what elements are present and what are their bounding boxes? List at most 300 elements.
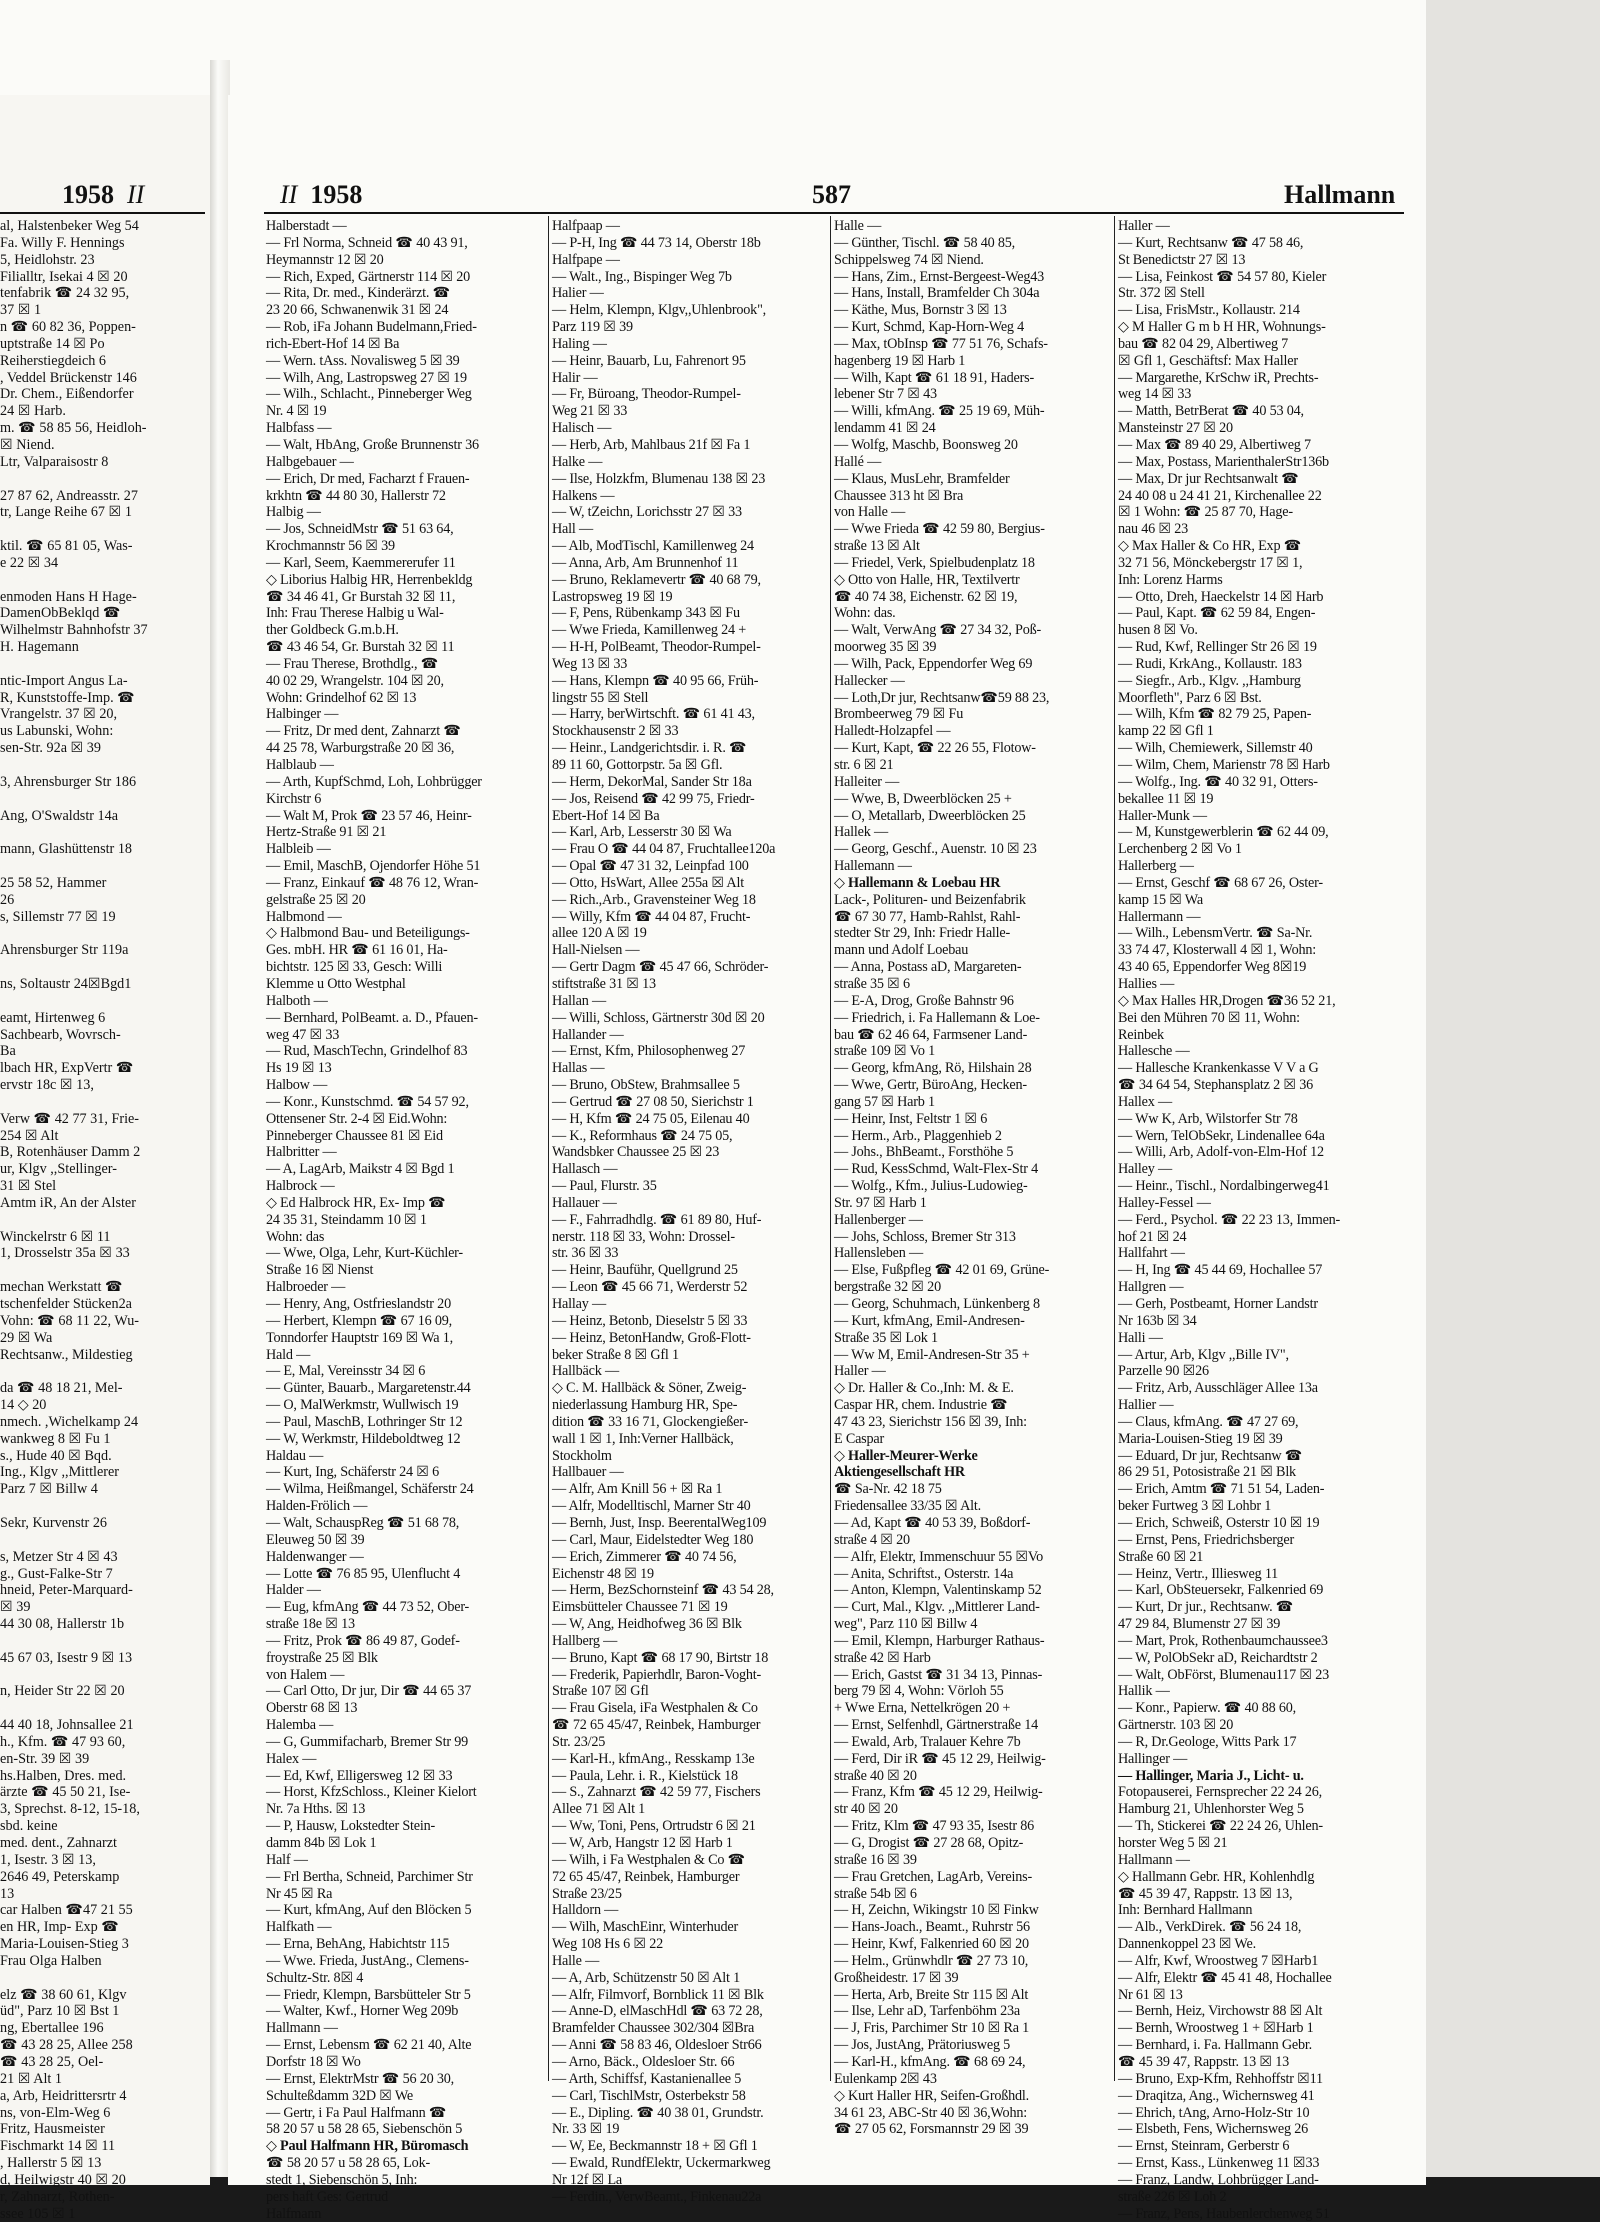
directory-line: — Franz, Pens, Haubenlerchenweg 51	[1118, 2205, 1330, 2222]
directory-line: Dorfstr 18 ☒ Wo	[266, 2053, 361, 2070]
directory-line: ◇ Kurt Haller HR, Seifen-Großhdl.	[834, 2087, 1030, 2104]
directory-line: 40 02 29, Wrangelstr. 104 ☒ 20,	[266, 672, 444, 689]
directory-line: — Kurt, Ing, Schäferstr 24 ☒ 6	[266, 1464, 439, 1481]
directory-line: — P-H, Ing ☎ 44 73 14, Oberstr 18b	[552, 234, 761, 251]
directory-line: — Max, Postass, MarienthalerStr136b	[1118, 453, 1329, 470]
directory-line: gang 57 ☒ Harb 1	[834, 1093, 935, 1110]
directory-column-3	[834, 218, 1112, 2138]
directory-line: Kirchstr 6	[266, 790, 322, 807]
directory-line: — Heinr., Tischl., Nordalbingerweg41	[1118, 1178, 1330, 1195]
directory-line: e 22 ☒ 34	[0, 554, 59, 571]
directory-line: Winckelrstr 6 ☒ 11	[0, 1228, 111, 1245]
directory-line: Caspar HR, chem. Industrie ☎	[834, 1397, 1008, 1414]
directory-line: ◇ Hallmann Gebr. HR, Kohlenhdlg	[1118, 1868, 1315, 1885]
directory-line: Str. 23/25	[552, 1733, 606, 1750]
directory-line: — Kurt, Rechtsanw ☎ 47 58 46,	[1118, 234, 1304, 251]
directory-line: — Klaus, MusLehr, Bramfelder	[834, 470, 1010, 487]
directory-line: ntic-Import Angus La-	[0, 672, 128, 689]
directory-line: — Matth, BetrBerat ☎ 40 53 04,	[1118, 403, 1304, 420]
directory-line: 44 25 78, Warburgstraße 20 ☒ 36,	[266, 740, 455, 757]
directory-line: Halbrock —	[266, 1178, 335, 1195]
directory-line: kamp 22 ☒ Gfl 1	[1118, 723, 1214, 740]
directory-line: bichtstr. 125 ☒ 33, Gesch: Willi	[266, 959, 443, 976]
directory-line: — Wwe, Gertr, BüroAng, Hecken-	[834, 1077, 1027, 1094]
directory-line: — Wolfg., Ing. ☎ 40 32 91, Otters-	[1118, 773, 1318, 790]
directory-line: — Max ☎ 89 40 29, Albertiweg 7	[1118, 436, 1311, 453]
directory-line: Hallenberger —	[834, 1211, 923, 1228]
directory-line: — Wwe. Frieda, JustAng., Clemens-	[266, 1952, 469, 1969]
directory-line: ◇ Paul Halfmann HR, Büromasch	[266, 2138, 469, 2155]
directory-line: — J, Fris, Parchimer Str 10 ☒ Ra 1	[834, 2020, 1030, 2037]
directory-line: Str. 372 ☒ Stell	[1118, 285, 1205, 302]
directory-line: — Anton, Klempn, Valentinskamp 52	[834, 1582, 1042, 1599]
directory-line: — Hans, Klempn ☎ 40 95 66, Früh-	[552, 672, 759, 689]
directory-line: — Karl, ObSteuersekr, Falkenried 69	[1118, 1582, 1324, 1599]
directory-line: — Ewald, RundfElektr, Uckermarkweg	[552, 2155, 771, 2172]
directory-line: Vohn: ☎ 68 11 22, Wu-	[0, 1312, 140, 1329]
directory-line: 34 61 23, ABC-Str 40 ☒ 36,Wohn:	[834, 2104, 1027, 2121]
directory-line: — A, Arb, Schützenstr 50 ☒ Alt 1	[552, 1969, 740, 1986]
directory-line: — Hallinger, Maria J., Licht- u.	[1118, 1767, 1304, 1784]
directory-line: — Kurt, kfmAng, Emil-Andresen-	[834, 1312, 1025, 1329]
directory-line: — A, LagArb, Maikstr 4 ☒ Bgd 1	[266, 1161, 455, 1178]
directory-line: Schippelsweg 74 ☒ Niend.	[834, 251, 984, 268]
directory-line: — Paul, MaschB, Lothringer Str 12	[266, 1413, 463, 1430]
directory-line: — Bernhard, i. Fa. Hallmann Gebr.	[1118, 2037, 1312, 2054]
directory-line: — Heinz, Betonb, Dieselstr 5 ☒ 33	[552, 1312, 748, 1329]
directory-line: — Gertrud ☎ 27 08 50, Sierichstr 1	[552, 1093, 754, 1110]
directory-line: Aktiengesellschaft HR	[834, 1464, 965, 1481]
directory-line: uptstraße 14 ☒ Po	[0, 335, 105, 352]
directory-line: nmech. ,Wichelkamp 24	[0, 1413, 139, 1430]
right-header-rule	[264, 212, 1404, 214]
directory-line: — Alfr, Modelltischl, Marner Str 40	[552, 1498, 751, 1515]
column-divider-2	[830, 216, 831, 2081]
directory-line: 72 65 45/47, Reinbek, Hamburger	[552, 1868, 740, 1885]
directory-line: Halbfass —	[266, 420, 332, 437]
directory-line: Wohn: Grindelhof 62 ☒ 13	[266, 689, 417, 706]
directory-line: enmoden Hans H Hage-	[0, 588, 137, 605]
directory-line: Hallies —	[1118, 975, 1175, 992]
column-divider-3	[1114, 216, 1115, 2081]
directory-line: — Alfr, Elektr, Immenschuur 55 ☒Vo	[834, 1548, 1044, 1565]
directory-line: — F, Pens, Rübenkamp 343 ☒ Fu	[552, 605, 740, 622]
directory-line: — Lisa, FrisMstr., Kollaustr. 214	[1118, 302, 1300, 319]
directory-line: moorweg 35 ☒ 39	[834, 639, 937, 656]
directory-line: mechan Werkstatt ☎	[0, 1279, 123, 1296]
directory-line: — Walter, Kwf., Horner Weg 209b	[266, 2003, 459, 2020]
directory-line: — Otto, HsWart, Allee 255a ☒ Alt	[552, 874, 744, 891]
directory-line: ☎ 43 28 25, Oel-	[0, 2053, 104, 2070]
directory-line: 25 58 52, Hammer	[0, 874, 107, 891]
directory-line: — Leon ☎ 45 66 71, Werderstr 52	[552, 1279, 748, 1296]
directory-line: — Wilh, Kapt ☎ 61 18 91, Haders-	[834, 369, 1034, 386]
directory-line: H. Hagemann	[0, 639, 79, 656]
column-divider-1	[548, 216, 549, 2081]
directory-line: bergstraße 32 ☒ 20	[834, 1279, 941, 1296]
directory-line	[0, 572, 200, 589]
directory-line: — Walt, HbAng, Große Brunnenstr 36	[266, 436, 479, 453]
directory-line: — Paula, Lehr. i. R., Kielstück 18	[552, 1767, 738, 1784]
directory-line: — Heinz, BetonHandw, Groß-Flott-	[552, 1329, 751, 1346]
directory-line: — Alb, ModTischl, Kamillenweg 24	[552, 538, 754, 555]
directory-line: tschenfelder Stücken2a	[0, 1296, 132, 1312]
directory-line: — Karl-H., kfmAng. ☎ 68 69 24,	[834, 2053, 1026, 2070]
directory-line: — Rich.,Arb., Gravensteiner Weg 18	[552, 891, 756, 908]
directory-line: g., Gust-Falke-Str 7	[0, 1565, 113, 1582]
directory-line: Verw ☎ 42 77 31, Frie-	[0, 1110, 140, 1127]
directory-line: med. dent., Zahnarzt	[0, 1835, 117, 1851]
directory-line: — Heinr, Inst, Feltstr 1 ☒ 6	[834, 1110, 988, 1127]
directory-line: froystraße 25 ☒ Blk	[266, 1649, 378, 1666]
right-page-header-left	[280, 180, 362, 210]
directory-line: Halfpape —	[552, 251, 620, 268]
directory-line: ☎ Sa-Nr. 42 18 75	[834, 1481, 942, 1498]
directory-line: ☒ 39	[0, 1599, 31, 1616]
directory-line: gelstraße 25 ☒ 20	[266, 891, 366, 908]
directory-line: ◇ Otto von Halle, HR, Textilvertr	[834, 571, 1020, 588]
directory-line: Hallecker —	[834, 672, 905, 689]
directory-line: — Wilh, Pack, Eppendorfer Weg 69	[834, 655, 1033, 672]
directory-line: — Helm, Klempn, Klgv,,Uhlenbrook",	[552, 302, 767, 319]
directory-line: Ges. mbH. HR ☎ 61 16 01, Ha-	[266, 942, 448, 959]
directory-line: — Fritz, Arb, Ausschläger Allee 13a	[1118, 1380, 1318, 1397]
page-number: 587	[812, 180, 851, 209]
directory-line: n, Heider Str 22 ☒ 20	[0, 1683, 125, 1700]
directory-line: allee 120 A ☒ 19	[552, 925, 647, 942]
directory-line: 29 ☒ Wa	[0, 1329, 53, 1346]
directory-line: — Georg, kfmAng, Rö, Hilshain 28	[834, 1060, 1032, 1077]
directory-line: Hallasch —	[552, 1161, 618, 1178]
directory-line: straße 54b ☒ 6	[834, 1885, 917, 1902]
directory-line: Hallex —	[1118, 1093, 1172, 1110]
directory-line: lebener Str 7 ☒ 43	[834, 386, 937, 403]
directory-line: Hallbäck —	[552, 1363, 619, 1380]
directory-line: 26	[0, 891, 15, 908]
directory-line	[0, 1667, 200, 1684]
directory-line: weg 47 ☒ 33	[266, 1026, 340, 1043]
scan-margin	[1426, 0, 1600, 2177]
directory-line: horster Weg 5 ☒ 21	[1118, 1835, 1228, 1851]
left-page-header	[62, 180, 144, 210]
directory-line: — Max, tObInsp ☎ 77 51 76, Schafs-	[834, 335, 1048, 352]
directory-line: — W, PolObSekr aD, Reichardtstr 2	[1118, 1649, 1318, 1666]
directory-line: — Erich, Gastst ☎ 31 34 13, Pinnas-	[834, 1666, 1043, 1683]
directory-line: — Willi, kfmAng. ☎ 25 19 69, Müh-	[834, 403, 1045, 420]
directory-line: — Ilse, Holzkfm, Blumenau 138 ☒ 23	[552, 470, 766, 487]
directory-line: Hallgren —	[1118, 1279, 1184, 1296]
directory-line: — Anna, Postass aD, Margareten-	[834, 959, 1022, 976]
directory-line: Wandsbker Chaussee 25 ☒ 23	[552, 1144, 720, 1161]
directory-line: Eleuweg 50 ☒ 39	[266, 1531, 365, 1548]
directory-line: — Erna, BehAng, Habichtstr 115	[266, 1936, 450, 1953]
directory-line: beker Furtweg 3 ☒ Lohbr 1	[1118, 1498, 1272, 1515]
directory-line: eamt, Hirtenweg 6	[0, 1009, 106, 1026]
directory-line: Amtm iR, An der Alster	[0, 1194, 136, 1211]
directory-line: Schulteßdamm 32D ☒ We	[266, 2087, 413, 2104]
directory-line: — Anna, Arb, Am Brunnenhof 11	[552, 554, 739, 571]
directory-line: — Wilh., Schlacht., Pinneberger Weg	[266, 386, 472, 403]
directory-line: da ☎ 48 18 21, Mel-	[0, 1380, 123, 1397]
directory-line: — Bernhard, PolBeamt. a. D., Pfauen-	[266, 1009, 478, 1026]
directory-line: Eulenkamp 2☒ 43	[834, 2070, 937, 2087]
directory-line: — Erich, Amtm ☎ 71 51 54, Laden-	[1118, 1481, 1325, 1498]
directory-line: — Rob, iFa Johann Budelmann,Fried-	[266, 319, 477, 336]
directory-line: — W, tZeichn, Lorichsstr 27 ☒ 33	[552, 504, 742, 521]
directory-line: Halli —	[1118, 1329, 1163, 1346]
directory-line	[0, 791, 200, 808]
directory-line: — Helm., Grünwhdlr ☎ 27 73 10,	[834, 1952, 1029, 1969]
directory-line: 254 ☒ Alt	[0, 1127, 59, 1144]
directory-line: Ang, O'Swaldstr 14a	[0, 807, 119, 824]
directory-line: — Rudi, KrkAng., Kollaustr. 183	[1118, 655, 1302, 672]
directory-line: — Franz, Kfm ☎ 45 12 29, Heilwig-	[834, 1784, 1043, 1801]
directory-line: — Erich, Schweiß, Osterstr 10 ☒ 19	[1118, 1514, 1320, 1531]
directory-line: — Rita, Dr. med., Kinderärzt. ☎	[266, 285, 451, 302]
left-page-column	[0, 218, 200, 2222]
directory-line: Halberstadt —	[266, 218, 347, 234]
directory-line: 2646 49, Peterskamp	[0, 1868, 120, 1885]
directory-line: — Konr., Papierw. ☎ 40 88 60,	[1118, 1700, 1297, 1717]
directory-line: straße 42 ☒ Harb	[834, 1649, 931, 1666]
directory-line: — Alfr, Kwf, Wroostweg 7 ☒Harb1	[1118, 1952, 1319, 1969]
directory-line: Hallemann —	[834, 858, 912, 875]
directory-line	[0, 656, 200, 673]
directory-line: ◇ Halbmond Bau- und Beteiligungs-	[266, 925, 470, 942]
directory-line: Schultz-Str. 8☒ 4	[266, 1969, 364, 1986]
directory-line: — Wern, TelObSekr, Lindenallee 64a	[1118, 1127, 1325, 1144]
directory-line: Inh: Bernhard Hallmann	[1118, 1902, 1253, 1919]
directory-line: Inh: Frau Therese Halbig u Wal-	[266, 605, 444, 622]
directory-line: — Herm, BezSchornsteinf ☎ 43 54 28,	[552, 1582, 774, 1599]
directory-line	[0, 1532, 200, 1549]
directory-line: — Anita, Schriftst., Osterstr. 14a	[834, 1565, 1014, 1582]
directory-line: ☎ 43 46 54, Gr. Burstah 32 ☒ 11	[266, 639, 455, 656]
directory-line: — Wwe, Olga, Lehr, Kurt-Küchler-	[266, 1245, 463, 1262]
directory-line: Tonndorfer Hauptstr 169 ☒ Wa 1,	[266, 1329, 453, 1346]
directory-line: Hallay —	[552, 1296, 606, 1312]
directory-line: Hallesche —	[1118, 1043, 1190, 1060]
directory-line: al, Halstenbeker Weg 54	[0, 218, 139, 234]
directory-line: Nr. 4 ☒ 19	[266, 403, 327, 420]
directory-line: — Alfr, Filmvorf, Bornblick 11 ☒ Blk	[552, 1986, 764, 2003]
directory-line: weg", Parz 110 ☒ Billw 4	[834, 1616, 978, 1633]
directory-line: Halledt-Holzapfel —	[834, 723, 951, 740]
directory-line: 3, Sprechst. 8-12, 15-18,	[0, 1801, 140, 1818]
directory-line	[0, 1212, 200, 1229]
directory-line: — Walt M, Prok ☎ 23 57 46, Heinr-	[266, 807, 472, 824]
right-header-year: 1958	[310, 180, 363, 209]
directory-line: — Rud, KessSchmd, Walt-Flex-Str 4	[834, 1161, 1039, 1178]
directory-line: — Arno, Bäck., Oldesloer Str. 66	[552, 2053, 735, 2070]
directory-line: ärzte ☎ 45 50 21, Ise-	[0, 1784, 131, 1801]
directory-column-2	[552, 218, 828, 2205]
directory-line: — Draqitza, Ang., Wichernsweg 41	[1118, 2087, 1315, 2104]
directory-line: en HR, Imp- Exp ☎	[0, 1919, 119, 1936]
directory-line: 23 20 66, Schwanenwik 31 ☒ 24	[266, 302, 449, 319]
directory-line: Nr. 33 ☒ 19	[552, 2121, 620, 2138]
directory-line: sbd. keine	[0, 1818, 58, 1835]
directory-line: ☒ Gfl 1, Geschäftsf: Max Haller	[1118, 352, 1298, 369]
directory-line: straße 109 ☒ Vo 1	[834, 1043, 936, 1060]
directory-line: — Fr, Büroang, Theodor-Rumpel-	[552, 386, 741, 403]
directory-line: Fritz, Hausmeister	[0, 2121, 105, 2138]
directory-line: — Frau O ☎ 44 04 87, Fruchtallee120a	[552, 841, 776, 858]
directory-line: stedt 1, Siebenschön 5, Inh:	[266, 2171, 418, 2188]
directory-line: — Arth, KupfSchmd, Loh, Lohbrügger	[266, 773, 482, 790]
directory-line: , Hallerstr 5 ☒ 13	[0, 2155, 102, 2172]
directory-line: — W, Ang, Heidhofweg 36 ☒ Blk	[552, 1616, 742, 1633]
directory-line: — Margarethe, KrSchw iR, Prechts-	[1118, 369, 1319, 386]
directory-line: — Ad, Kapt ☎ 40 53 39, Boßdorf-	[834, 1514, 1031, 1531]
directory-line: Halfpaap —	[552, 218, 620, 234]
directory-line: Halley-Fessel —	[1118, 1194, 1211, 1211]
directory-line: s, Sillemstr 77 ☒ 19	[0, 908, 116, 925]
directory-line: — Jos, Reisend ☎ 42 99 75, Friedr-	[552, 790, 755, 807]
directory-line: car Halben ☎47 21 55	[0, 1902, 133, 1919]
directory-line: — Wilh., LebensmVertr. ☎ Sa-Nr.	[1118, 925, 1313, 942]
directory-line: — H-H, PolBeamt, Theodor-Rumpel-	[552, 639, 761, 656]
directory-line: — Otto, Dreh, Haeckelstr 14 ☒ Harb	[1118, 588, 1324, 605]
directory-line: ☎ 43 28 25, Allee 258	[0, 2037, 133, 2054]
directory-line: Fotopauserei, Fernsprecher 22 24 26,	[1118, 1784, 1322, 1801]
directory-line: — F., Fahrradhdlg. ☎ 61 89 80, Huf-	[552, 1211, 762, 1228]
directory-line: — M, Kunstgewerblerin ☎ 62 44 09,	[1118, 824, 1329, 841]
directory-line: — W, Werkmstr, Hildeboldtweg 12	[266, 1430, 461, 1447]
directory-line: ◇ Liborius Halbig HR, Herrenbekldg	[266, 571, 473, 588]
directory-line: Hallberg —	[552, 1632, 618, 1649]
directory-line: — Wilh, MaschEinr, Winterhuder	[552, 1919, 739, 1936]
directory-line: Halkens —	[552, 487, 615, 504]
directory-line: — Bernh, Just, Insp. BeerentalWeg109	[552, 1514, 767, 1531]
directory-line: Ebert-Hof 14 ☒ Ba	[552, 807, 660, 824]
directory-line: — Fritz, Dr med dent, Zahnarzt ☎	[266, 723, 461, 740]
directory-line: — Frau Gretchen, LagArb, Vereins-	[834, 1868, 1033, 1885]
directory-line: d, Heilwigstr 40 ☒ 20	[0, 2171, 126, 2188]
directory-line	[0, 858, 200, 875]
directory-line: — Franz, Einkauf ☎ 48 76 12, Wran-	[266, 874, 479, 891]
directory-line: — Ww, Toni, Pens, Ortrudstr 6 ☒ 21	[552, 1818, 756, 1835]
directory-line: Halbig —	[266, 504, 321, 521]
directory-line: — Mart, Prok, Rothenbaumchaussee3	[1118, 1632, 1328, 1649]
directory-line: — Jos, JustAng, Prätoriusweg 5	[834, 2037, 1011, 2054]
directory-line: damm 84b ☒ Lok 1	[266, 1835, 377, 1851]
directory-line: hagenberg 19 ☒ Harb 1	[834, 352, 966, 369]
directory-line: Haldau —	[266, 1447, 324, 1464]
directory-line: 89 11 60, Gottorpstr. 5a ☒ Gfl.	[552, 757, 723, 773]
directory-line: nerstr. 118 ☒ 33, Wohn: Drossel-	[552, 1228, 735, 1245]
directory-line: — Walt, SchauspReg ☎ 51 68 78,	[266, 1514, 460, 1531]
directory-line: — Hans-Joach., Beamt., Ruhrstr 56	[834, 1919, 1030, 1936]
directory-line: — Wern. tAss. Novalisweg 5 ☒ 39	[266, 352, 460, 369]
directory-line: 45 67 03, Isestr 9 ☒ 13	[0, 1649, 133, 1666]
directory-line: Halley —	[1118, 1161, 1172, 1178]
directory-line	[0, 1700, 200, 1717]
directory-line: — Th, Stickerei ☎ 22 24 26, Uhlen-	[1118, 1818, 1323, 1835]
directory-line: Fischmarkt 14 ☒ 11	[0, 2138, 116, 2155]
directory-line: von Halem —	[266, 1666, 345, 1683]
directory-line: elz ☎ 38 60 61, Klgv	[0, 1986, 127, 2003]
directory-line: — Johs, Schloss, Bremer Str 313	[834, 1228, 1016, 1245]
directory-line: — Franz, Landw, Lohbrügger Land-	[1118, 2171, 1319, 2188]
directory-line: Straße 60 ☒ 21	[1118, 1548, 1204, 1565]
directory-line: — Kurt, Kapt, ☎ 22 26 55, Flotow-	[834, 740, 1036, 757]
directory-line: — Frau Therese, Brothdlg., ☎	[266, 655, 439, 672]
directory-line: — Wilh, Ang, Lastropsweg 27 ☒ 19	[266, 369, 467, 386]
directory-line: — Gertr, i Fa Paul Halfmann ☎	[266, 2104, 447, 2121]
directory-line: Wilhelmstr Bahnhofstr 37	[0, 622, 148, 639]
directory-line: — R, Dr.Geologe, Witts Park 17	[1118, 1733, 1297, 1750]
directory-line: Stockholm	[552, 1447, 612, 1464]
directory-line: Halke —	[552, 453, 603, 470]
directory-line: Halle —	[552, 1952, 600, 1969]
directory-line: 44 30 08, Hallerstr 1b	[0, 1616, 125, 1633]
directory-line: — Wwe Frieda ☎ 42 59 80, Bergius-	[834, 521, 1045, 538]
directory-line: — Loth,Dr jur, Rechtsanw☎59 88 23,	[834, 689, 1050, 706]
directory-line: Halden-Frölich —	[266, 1498, 368, 1515]
directory-line: ur, Klgv ,,Stellinger-	[0, 1161, 117, 1178]
directory-line: weg 14 ☒ 33	[1118, 386, 1192, 403]
directory-line: Parz 7 ☒ Billw 4	[0, 1481, 98, 1498]
directory-line: — Wilm, Chem, Marienstr 78 ☒ Harb	[1118, 757, 1330, 773]
directory-line: pers haft Ges: Gertrud	[266, 2188, 389, 2205]
directory-line: Bei den Mühren 70 ☒ 11, Wohn:	[1118, 1009, 1300, 1026]
directory-line: ◇ Max Haller & Co HR, Exp ☎	[1118, 538, 1302, 555]
directory-line: — Rud, MaschTechn, Grindelhof 83	[266, 1043, 468, 1060]
directory-line: Heymannstr 12 ☒ 20	[266, 251, 384, 268]
directory-line: — Carl, TischlMstr, Osterbekstr 58	[552, 2087, 746, 2104]
directory-line: — Harry, berWirtschft. ☎ 61 41 43,	[552, 706, 755, 723]
directory-line: Klemme u Otto Westphal	[266, 975, 406, 992]
directory-line: — Herm, DekorMal, Sander Str 18a	[552, 773, 752, 790]
directory-line: — Eduard, Dr jur, Rechtsanw ☎	[1118, 1447, 1303, 1464]
directory-line: — Fritz, Prok ☎ 86 49 87, Godef-	[266, 1632, 460, 1649]
directory-line: Nr 45 ☒ Ra	[266, 1885, 333, 1902]
directory-line	[0, 1094, 200, 1111]
directory-line: — Frau Gisela, iFa Westphalen & Co	[552, 1700, 758, 1717]
directory-line: wankweg 8 ☒ Fu 1	[0, 1430, 111, 1447]
directory-line: , Veddel Brückenstr 146	[0, 369, 137, 386]
directory-line	[0, 1363, 200, 1380]
directory-line: 5, Heidlohstr. 23	[0, 251, 95, 268]
directory-line: Hall —	[552, 521, 593, 538]
directory-line: — Ed, Kwf, Elligersweg 12 ☒ 33	[266, 1767, 453, 1784]
directory-line: — Alb., VerkDirek. ☎ 56 24 18,	[1118, 1919, 1302, 1936]
directory-line: — Wilma, Heißmangel, Schäferstr 24	[266, 1481, 474, 1498]
directory-line: tenfabrik ☎ 24 32 95,	[0, 285, 130, 302]
directory-line: Hamburg 21, Uhlenhorster Weg 5	[1118, 1801, 1304, 1818]
directory-line: ktil. ☎ 65 81 05, Was-	[0, 538, 133, 555]
directory-line: — Opal ☎ 47 31 32, Leinpfad 100	[552, 858, 749, 875]
directory-line: — Ernst, Pens, Friedrichsberger	[1118, 1531, 1294, 1548]
directory-line: Oberstr 68 ☒ 13	[266, 1700, 358, 1717]
directory-line: — W, Ee, Beckmannstr 18 + ☒ Gfl 1	[552, 2138, 758, 2155]
directory-line: lingstr 55 ☒ Stell	[552, 689, 649, 706]
directory-line: Hallander —	[552, 1026, 624, 1043]
directory-line: ☎ 45 39 47, Rappstr. 13 ☒ 13,	[1118, 1885, 1293, 1902]
directory-line: 32 71 56, Mönckebergstr 17 ☒ 1,	[1118, 554, 1303, 571]
directory-line: — Lisa, Feinkost ☎ 54 57 80, Kieler	[1118, 268, 1327, 285]
directory-line: Friedensallee 33/35 ☒ Alt.	[834, 1498, 982, 1515]
directory-line: a, Arb, Heidrittersrtr 4	[0, 2087, 127, 2104]
directory-line: 86 29 51, Potosistraße 21 ☒ Blk	[1118, 1464, 1296, 1481]
directory-line: — K., Reformhaus ☎ 24 75 05,	[552, 1127, 733, 1144]
directory-line: Eichenstr 48 ☒ 19	[552, 1565, 654, 1582]
directory-line: — Rud, Kwf, Rellinger Str 26 ☒ 19	[1118, 639, 1317, 656]
directory-line: ng, Ebertallee 196	[0, 2020, 104, 2037]
directory-line: — Walt., Ing., Bispinger Weg 7b	[552, 268, 732, 285]
directory-line: Ing., Klgv ,,Mittlerer	[0, 1464, 119, 1481]
